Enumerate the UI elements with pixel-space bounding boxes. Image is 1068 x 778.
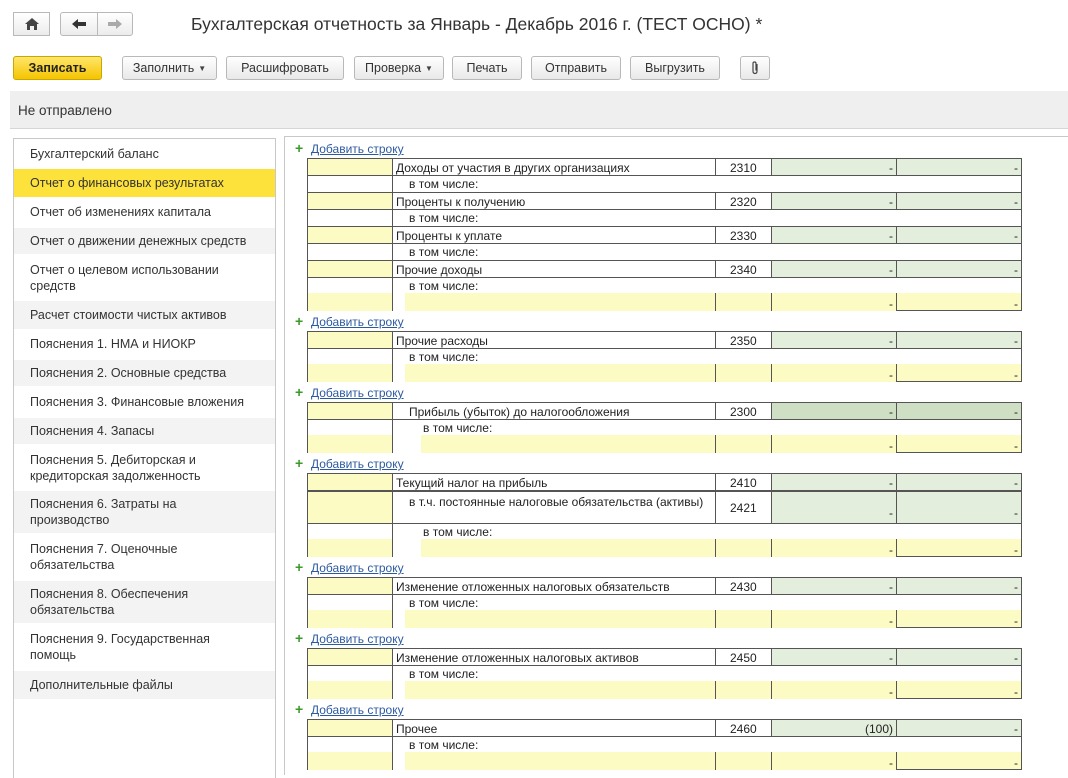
sub-label-cell: в том числе: (392, 210, 1022, 227)
sub-code-input[interactable] (715, 610, 771, 628)
row-name-cell: Проценты к получению (392, 192, 715, 210)
row-code-cell: 2320 (715, 192, 771, 210)
row-key-cell[interactable] (307, 192, 392, 210)
sub-key-cell (307, 244, 392, 261)
add-row-link[interactable]: Добавить строку (311, 561, 404, 575)
sub-current-input[interactable]: - (771, 681, 896, 699)
row-previous-value[interactable]: - (896, 192, 1022, 210)
sub-label-cell: в том числе: (392, 176, 1022, 193)
print-button[interactable] (452, 56, 522, 80)
forward-button[interactable] (97, 12, 133, 36)
sidebar-item-note-1[interactable] (14, 332, 275, 356)
report-sections-sidebar (13, 138, 276, 778)
row-name-cell: Изменение отложенных налоговых активов (392, 648, 715, 666)
row-code-cell: 2330 (715, 226, 771, 244)
add-icon: + (295, 141, 304, 155)
add-row-link[interactable]: Добавить строку (311, 142, 404, 156)
fill-button-label: Заполнить (132, 61, 195, 75)
add-icon: + (295, 631, 304, 645)
add-row-link[interactable]: Добавить строку (311, 632, 404, 646)
sidebar-item-label: Пояснения 6. Затраты на производство (30, 497, 177, 527)
row-previous-value[interactable]: - (896, 331, 1022, 349)
sidebar-item-targeted-use[interactable] (14, 258, 275, 298)
chevron-down-icon: ▼ (425, 63, 433, 73)
row-code-cell: 2460 (715, 719, 771, 737)
fill-button[interactable] (122, 56, 217, 80)
add-icon: + (295, 560, 304, 574)
sub-label-cell: в том числе: (392, 349, 1022, 366)
sidebar-item-label: Пояснения 4. Запасы (30, 424, 155, 438)
decode-button-label: Расшифровать (241, 61, 329, 75)
sub-label-cell: в том числе: (392, 244, 1022, 261)
paperclip-icon (750, 61, 760, 75)
row-current-value[interactable]: - (771, 473, 896, 491)
sub-label-cell: в том числе: (392, 524, 1022, 541)
status-text: Не отправлено (18, 103, 112, 118)
sub-name-field[interactable] (405, 681, 715, 699)
sidebar-item-label: Пояснения 5. Дебиторская и кредиторская задолженность (30, 453, 201, 483)
sidebar-item-note-3[interactable] (14, 389, 275, 415)
row-current-value[interactable]: - (771, 158, 896, 176)
export-button[interactable] (630, 56, 720, 80)
add-row-link[interactable]: Добавить строку (311, 386, 404, 400)
sub-current-input[interactable]: - (771, 293, 896, 311)
sidebar-item-note-5[interactable] (14, 448, 275, 488)
row-code-cell: 2310 (715, 158, 771, 176)
row-current-value[interactable]: - (771, 331, 896, 349)
row-current-value[interactable]: - (771, 648, 896, 666)
row-current-value[interactable]: - (771, 226, 896, 244)
sub-key-input[interactable] (307, 681, 392, 699)
sub-name-field[interactable] (405, 610, 715, 628)
sub-key-input[interactable] (307, 539, 392, 557)
sidebar-item-note-9[interactable] (14, 626, 275, 668)
row-key-cell[interactable] (307, 577, 392, 595)
sub-code-input[interactable] (715, 539, 771, 557)
sub-name-field[interactable] (421, 539, 715, 557)
sub-code-input[interactable] (715, 752, 771, 770)
row-name-cell: Прибыль (убыток) до налогообложения (392, 402, 715, 420)
export-button-label: Выгрузить (645, 61, 705, 75)
sub-previous-input[interactable]: - (896, 435, 1022, 453)
row-previous-value[interactable]: - (896, 491, 1022, 524)
sub-previous-input[interactable]: - (896, 364, 1022, 382)
sub-key-input[interactable] (307, 293, 392, 311)
home-button[interactable] (13, 12, 50, 36)
decode-button[interactable] (226, 56, 344, 80)
sub-name-input[interactable] (392, 293, 715, 311)
check-button-label: Проверка (365, 61, 422, 75)
row-name-cell: Прочие расходы (392, 331, 715, 349)
sub-name-input[interactable] (392, 539, 715, 557)
row-name-cell: Доходы от участия в других организациях (392, 158, 715, 176)
row-previous-value[interactable]: - (896, 260, 1022, 278)
row-key-cell[interactable] (307, 491, 392, 524)
row-previous-value[interactable]: - (896, 226, 1022, 244)
sidebar-item-financial-results[interactable] (14, 169, 275, 197)
row-name-cell: Изменение отложенных налоговых обязательств (392, 577, 715, 595)
sub-key-input[interactable] (307, 610, 392, 628)
row-key-cell[interactable] (307, 473, 392, 491)
send-button-label: Отправить (545, 61, 607, 75)
window-title: Бухгалтерская отчетность за Январь - Декабрь 2016 г. (ТЕСТ ОСНО) * (191, 14, 763, 34)
sidebar-item-label: Пояснения 7. Оценочные обязательства (30, 542, 178, 572)
row-key-cell[interactable] (307, 158, 392, 176)
row-current-value[interactable]: - (771, 577, 896, 595)
sidebar-item-label: Отчет о целевом использовании средств (30, 263, 219, 293)
sidebar-item-balance[interactable] (14, 143, 275, 165)
row-current-value[interactable]: - (771, 491, 896, 524)
sidebar-item-label: Отчет о движении денежных средств (30, 234, 247, 248)
sub-key-input[interactable] (307, 752, 392, 770)
sub-label-cell: в том числе: (392, 737, 1022, 754)
row-current-value[interactable]: - (771, 192, 896, 210)
sub-name-field[interactable] (405, 293, 715, 311)
row-previous-value[interactable]: - (896, 719, 1022, 737)
sub-previous-input[interactable]: - (896, 752, 1022, 770)
sub-key-input[interactable] (307, 364, 392, 382)
row-previous-value[interactable]: - (896, 402, 1022, 420)
sub-key-cell (307, 210, 392, 227)
sidebar-item-cash-flow[interactable] (14, 228, 275, 254)
sub-name-input[interactable] (392, 610, 715, 628)
sub-code-input[interactable] (715, 681, 771, 699)
add-row-link[interactable]: Добавить строку (311, 703, 404, 717)
row-previous-value[interactable]: - (896, 158, 1022, 176)
sub-name-input[interactable] (392, 681, 715, 699)
sidebar-item-note-6[interactable] (14, 491, 275, 533)
row-key-cell[interactable] (307, 719, 392, 737)
sub-previous-input[interactable]: - (896, 610, 1022, 628)
row-name-cell: в т.ч. постоянные налоговые обязательства (активы) (392, 491, 715, 524)
add-icon: + (295, 314, 304, 328)
sub-name-input[interactable] (392, 435, 715, 453)
row-key-cell[interactable] (307, 331, 392, 349)
sub-name-input[interactable] (392, 752, 715, 770)
sub-name-field[interactable] (421, 435, 715, 453)
home-icon (24, 17, 40, 31)
row-code-cell: 2450 (715, 648, 771, 666)
row-previous-value[interactable]: - (896, 577, 1022, 595)
sub-previous-input[interactable]: - (896, 539, 1022, 557)
sub-code-input[interactable] (715, 293, 771, 311)
add-row-link[interactable]: Добавить строку (311, 457, 404, 471)
sub-label-cell: в том числе: (392, 595, 1022, 612)
sub-current-input[interactable]: - (771, 435, 896, 453)
row-current-value[interactable]: - (771, 260, 896, 278)
arrow-right-icon (107, 18, 123, 30)
attach-button[interactable] (740, 56, 770, 80)
sub-current-input[interactable]: - (771, 752, 896, 770)
add-row-link[interactable]: Добавить строку (311, 315, 404, 329)
sub-current-input[interactable]: - (771, 364, 896, 382)
sidebar-item-label: Отчет о финансовых результатах (30, 176, 224, 190)
row-code-cell: 2410 (715, 473, 771, 491)
sub-name-input[interactable] (392, 364, 715, 382)
sub-key-input[interactable] (307, 435, 392, 453)
row-key-cell[interactable] (307, 648, 392, 666)
sub-code-input[interactable] (715, 364, 771, 382)
status-bar (10, 91, 1068, 129)
row-previous-value[interactable]: - (896, 473, 1022, 491)
sidebar-item-net-assets[interactable] (14, 301, 275, 329)
chevron-down-icon: ▼ (198, 63, 207, 73)
sidebar-item-label: Бухгалтерский баланс (30, 147, 159, 161)
add-icon: + (295, 385, 304, 399)
sub-current-input[interactable]: - (771, 610, 896, 628)
sidebar-item-label: Пояснения 3. Финансовые вложения (30, 395, 245, 409)
add-icon: + (295, 456, 304, 470)
sidebar-item-label: Пояснения 2. Основные средства (30, 366, 227, 380)
row-key-cell[interactable] (307, 260, 392, 278)
sub-current-input[interactable]: - (771, 539, 896, 557)
row-code-cell: 2300 (715, 402, 771, 420)
row-code-cell: 2350 (715, 331, 771, 349)
sub-code-input[interactable] (715, 435, 771, 453)
row-current-value[interactable]: - (771, 402, 896, 420)
sub-name-field[interactable] (405, 364, 715, 382)
sidebar-item-label: Расчет стоимости чистых активов (30, 308, 227, 322)
sub-label-cell: в том числе: (392, 420, 1022, 437)
sidebar-item-label: Пояснения 8. Обеспечения обязательства (30, 587, 189, 617)
sidebar-item-note-4[interactable] (14, 418, 275, 444)
add-icon: + (295, 702, 304, 716)
row-name-cell: Текущий налог на прибыль (392, 473, 715, 491)
row-key-cell[interactable] (307, 402, 392, 420)
back-button[interactable] (60, 12, 98, 36)
sub-name-field[interactable] (405, 752, 715, 770)
sub-previous-input[interactable]: - (896, 681, 1022, 699)
sub-label-cell: в том числе: (392, 666, 1022, 683)
row-name-cell: Прочие доходы (392, 260, 715, 278)
arrow-left-icon (71, 18, 87, 30)
sidebar-item-note-7[interactable] (14, 536, 275, 578)
row-name-cell: Проценты к уплате (392, 226, 715, 244)
send-button[interactable] (531, 56, 621, 80)
row-code-cell: 2421 (715, 491, 771, 524)
print-button-label: Печать (466, 61, 508, 75)
check-button[interactable] (354, 56, 444, 80)
sidebar-item-label: Пояснения 1. НМА и НИОКР (30, 337, 196, 351)
row-key-cell[interactable] (307, 226, 392, 244)
row-code-cell: 2340 (715, 260, 771, 278)
row-current-value[interactable]: (100) (771, 719, 896, 737)
row-code-cell: 2430 (715, 577, 771, 595)
sidebar-item-note-2[interactable] (14, 360, 275, 386)
sub-label-cell: в том числе: (392, 278, 1022, 295)
sidebar-item-capital-changes[interactable] (14, 201, 275, 223)
row-name-cell: Прочее (392, 719, 715, 737)
sidebar-item-note-8[interactable] (14, 581, 275, 623)
save-button-label: Записать (28, 61, 87, 75)
sidebar-item-label: Дополнительные файлы (30, 678, 173, 692)
sub-key-cell (307, 176, 392, 193)
sidebar-item-label: Пояснения 9. Государственная помощь (30, 632, 210, 662)
sub-previous-input[interactable]: - (896, 293, 1022, 311)
sidebar-item-label: Отчет об изменениях капитала (30, 205, 211, 219)
sidebar-item-additional-files[interactable] (14, 671, 275, 699)
row-previous-value[interactable]: - (896, 648, 1022, 666)
save-button[interactable] (13, 56, 102, 80)
